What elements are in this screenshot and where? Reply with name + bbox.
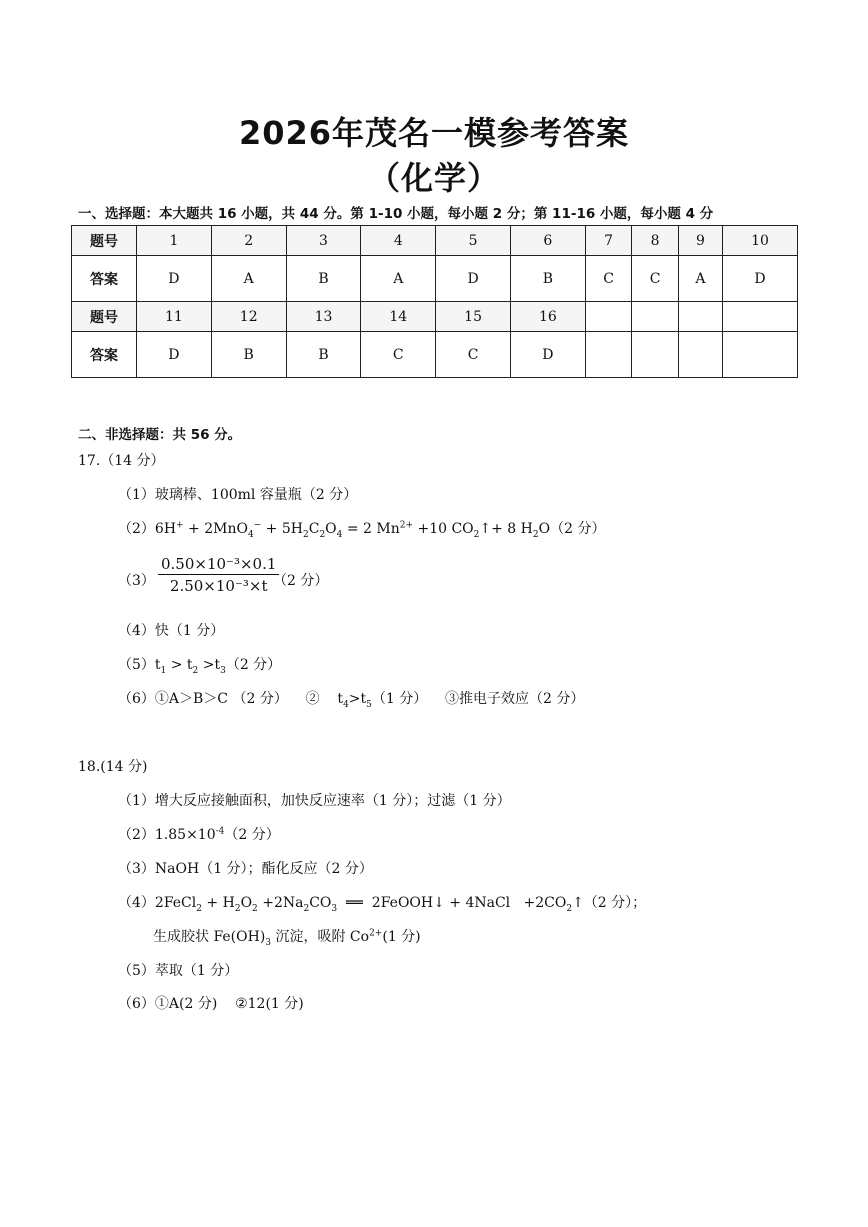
question-number: 14 (361, 302, 436, 332)
empty-cell (723, 332, 798, 378)
question-number: 6 (510, 226, 585, 256)
page-subtitle: （化学） (367, 159, 500, 197)
q18-item-4-continued (153, 926, 421, 948)
text-run: ↑+ 8 H (479, 521, 533, 537)
question-number: 16 (510, 302, 585, 332)
table-row (72, 226, 798, 256)
page-title: 2026年茂名一模参考答案 (238, 114, 630, 152)
question-number: 12 (211, 302, 286, 332)
text-run: O (240, 895, 253, 911)
q18-item-6: （6）①A(2 分) ②12(1 分) (118, 996, 304, 1012)
text-run: >t (198, 657, 221, 673)
q17-item-6 (118, 688, 584, 710)
superscript: 2+ (369, 928, 383, 939)
text-run: = 2 Mn (342, 521, 400, 537)
superscript: − (253, 520, 262, 531)
text-run: C (308, 521, 320, 537)
answer-cell: D (436, 256, 511, 302)
answer-cell: A (678, 256, 722, 302)
text-run: ↑（2 分）； (572, 895, 647, 911)
empty-cell (678, 302, 722, 332)
text-run: （6）①A＞B＞C （2 分） ② t (118, 691, 344, 707)
section2-heading: 二、非选择题：共 56 分。 (78, 427, 242, 443)
text-run: （2 分） (225, 657, 282, 673)
table-row (72, 302, 798, 332)
text-run: 生成胶状 Fe(OH) (153, 929, 266, 945)
q18-item-3: （3）NaOH（1 分）；酯化反应（2 分） (118, 861, 373, 877)
text-run: （2）1.85×10 (118, 827, 216, 843)
answer-cell: C (585, 256, 632, 302)
q18-heading: 18.(14 分) (78, 759, 148, 775)
section1-heading: 一、选择题：本大题共 16 小题，共 44 分。第 1-10 小题，每小题 2 分；第 11-16 小题，每小题 4 分 (78, 206, 714, 222)
answer-cell: A (361, 256, 436, 302)
text-run: + 5H (261, 521, 303, 537)
text-run: CO (309, 895, 332, 911)
fraction-formula (158, 555, 279, 595)
q17-item-1: （1）玻璃棒、100ml 容量瓶（2 分） (118, 487, 358, 503)
q17-item-2 (118, 518, 605, 540)
question-number: 1 (137, 226, 212, 256)
subscript: 3 (220, 665, 226, 676)
answer-cell: D (510, 332, 585, 378)
subscript: 2 (302, 529, 309, 540)
subscript: 4 (247, 529, 254, 540)
q17-heading: 17.（14 分） (78, 453, 165, 469)
subscript: 3 (265, 937, 272, 948)
answer-cell: B (286, 332, 361, 378)
row-label: 题号 (72, 226, 137, 256)
answer-cell: D (137, 256, 212, 302)
q18-item-2 (118, 824, 280, 844)
subscript: 3 (331, 903, 338, 914)
question-number: 15 (436, 302, 511, 332)
empty-cell (585, 332, 632, 378)
table-row (72, 332, 798, 378)
text-run: (1 分) (382, 929, 421, 945)
empty-cell (723, 302, 798, 332)
question-number: 7 (585, 226, 632, 256)
subscript: 1 (160, 665, 167, 676)
answer-cell: C (436, 332, 511, 378)
question-number: 8 (632, 226, 679, 256)
text-run: 沉淀，吸附 Co (271, 929, 370, 945)
text-run: （2）6H (118, 521, 177, 537)
subscript: 2 (234, 903, 241, 914)
answer-table (71, 225, 798, 378)
subscript: 2 (319, 529, 326, 540)
text-run: >t (348, 691, 367, 707)
text-run: > t (166, 657, 193, 673)
subscript: 5 (366, 699, 372, 710)
q17-item-3-score: （2 分） (273, 573, 329, 589)
question-number: 4 (361, 226, 436, 256)
question-number: 2 (211, 226, 286, 256)
answer-cell: B (211, 332, 286, 378)
question-number: 9 (678, 226, 722, 256)
fraction-denominator: 2.50×10⁻³×t (169, 577, 268, 595)
subscript: 2 (196, 903, 202, 914)
subscript: 4 (336, 529, 343, 540)
row-label: 答案 (72, 332, 137, 378)
question-number: 11 (137, 302, 212, 332)
subscript: 2 (303, 903, 310, 914)
answer-cell: D (137, 332, 212, 378)
text-run: O（2 分） (538, 521, 606, 537)
text-run: + 2MnO (183, 521, 248, 537)
q18-item-5: （5）萃取（1 分） (118, 963, 239, 979)
subscript: 2 (252, 903, 258, 914)
answer-cell: D (723, 256, 798, 302)
text-run: （5）t (118, 657, 161, 673)
superscript: + (176, 520, 184, 531)
empty-cell (632, 302, 679, 332)
question-number: 5 (436, 226, 511, 256)
answer-cell: A (211, 256, 286, 302)
q17-item-4: （4）快（1 分） (118, 623, 225, 639)
row-label: 题号 (72, 302, 137, 332)
answer-cell: C (361, 332, 436, 378)
question-number: 10 (723, 226, 798, 256)
subscript: 4 (343, 699, 349, 710)
text-run: +10 CO (413, 521, 474, 537)
empty-cell (632, 332, 679, 378)
question-number: 13 (286, 302, 361, 332)
superscript: 2+ (399, 520, 414, 531)
superscript: -4 (215, 826, 225, 837)
subscript: 2 (566, 903, 573, 914)
text-run: （2 分） (224, 827, 280, 843)
text-run: O (325, 521, 337, 537)
answer-cell: B (286, 256, 361, 302)
answer-cell: B (510, 256, 585, 302)
question-number: 3 (286, 226, 361, 256)
q18-item-4 (118, 892, 646, 914)
text-run: ══ 2FeOOH↓ + 4NaCl +2CO (337, 895, 567, 911)
subscript: 2 (532, 529, 539, 540)
row-label: 答案 (72, 256, 137, 302)
answer-cell: C (632, 256, 679, 302)
text-run: （1 分） ③推电子效应（2 分） (371, 691, 585, 707)
q17-item-5 (118, 654, 281, 676)
empty-cell (585, 302, 632, 332)
q18-item-1: （1）增大反应接触面积，加快反应速率（1 分）；过滤（1 分） (118, 793, 511, 809)
q17-item-3-label: （3） (118, 573, 155, 589)
fraction-numerator: 0.50×10⁻³×0.1 (158, 555, 279, 575)
text-run: + H (201, 895, 235, 911)
subscript: 2 (192, 665, 199, 676)
table-row (72, 256, 798, 302)
subscript: 2 (473, 529, 480, 540)
empty-cell (678, 332, 722, 378)
text-run: +2Na (257, 895, 304, 911)
text-run: （4）2FeCl (118, 895, 197, 911)
